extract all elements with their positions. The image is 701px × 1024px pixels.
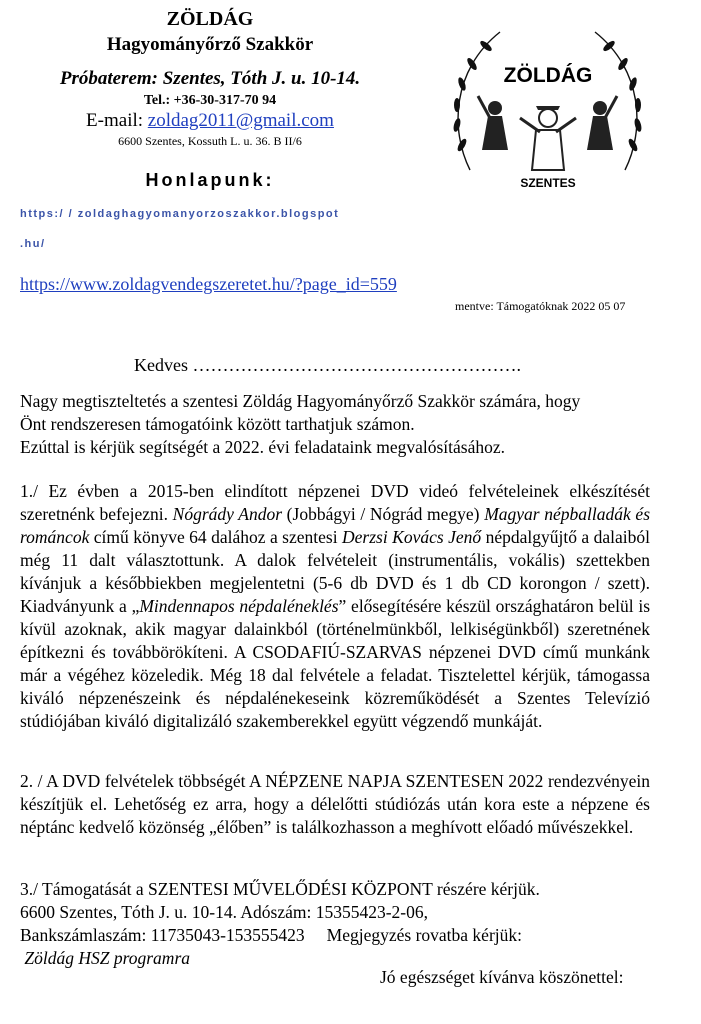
zoldag-logo (440, 20, 655, 190)
org-name: ZÖLDÁG (166, 8, 254, 30)
blog-link-line1[interactable]: https:/ / zoldaghagyomanyorzoszakkor.blogspot (20, 208, 340, 220)
p3-line: 3./ Támogatását a SZENTESI MŰVELŐDÉSI KÖZPONT részére kérjük. (20, 879, 540, 899)
paragraph-3 (20, 878, 650, 970)
program-reference: Zöldág HSZ programra (24, 948, 191, 968)
email-line (20, 110, 400, 132)
logo-title: ZÖLDÁG (503, 64, 593, 87)
logo-city: SZENTES (520, 176, 576, 190)
phone-number: Tel.: +36-30-317-70 94 (143, 93, 277, 108)
postal-address: 6600 Szentes, Kossuth L. u. 36. B II/6 (118, 134, 302, 148)
p1-text-d: népdalgyűjtő a dalaiból még 11 dalt választottunk. A dalok felvételeit (instrumentális, vokális) szettekben kívánjuk a későbbiekben megjelentetni (5-6 db DVD és 1 db CD korongon / szett). Kiadványunk a „ (20, 527, 650, 616)
paragraph-2: 2. / A DVD felvételek többségét A NÉPZENE NAPJA SZENTESEN 2022 rendezvényein készítjük el. Lehetőség ez arra, hogy a délelőtti stúdiózás után kora este a népzene és néptánc kedvelő közönség „élőben” is találkozhasson a meghívott előadó művészekkel. (20, 771, 650, 837)
p1-text-a: 1./ Ez évben a 2015-ben elindított népzenei DVD videó felvételeinek elkészítését szeretnénk befejezni. (20, 481, 650, 524)
p1-text-c: című könyve 64 dalához a szentesi (89, 527, 343, 547)
email-link[interactable]: zoldag2011@gmail.com (147, 110, 334, 131)
p1-text-b: (Jobbágyi / Nógrád megye) (282, 504, 485, 524)
intro-paragraph (20, 390, 650, 459)
p1-author: Nógrády Andor (172, 504, 283, 524)
saved-note: mentve: Támogatóknak 2022 05 07 (455, 299, 626, 313)
closing-line: Jó egészséget kívánva köszönettel: (380, 967, 624, 987)
greeting: Kedves ………………………………………………. (134, 355, 521, 375)
org-subtitle: Hagyományőrző Szakkör (106, 34, 314, 55)
intro-line: Nagy megtiszteltetés a szentesi Zöldág Hagyományőrző Szakkör számára, hogy (20, 391, 581, 411)
email-label: E-mail: (86, 110, 148, 131)
p1-collector: Derzsi Kovács Jenő (342, 527, 482, 547)
intro-line: Ezúttal is kérjük segítségét a 2022. évi feladataink megvalósításához. (20, 437, 505, 457)
blog-link-line2[interactable]: .hu/ (20, 238, 46, 250)
p1-program-title: Mindennapos népdaléneklés (139, 596, 339, 616)
intro-line: Önt rendszeresen támogatóink között tarthatjuk számon. (20, 414, 415, 434)
p1-book-title: Magyar népballadák és románcok (20, 504, 651, 547)
rehearsal-address: Próbaterem: Szentes, Tóth J. u. 10-14. (59, 68, 361, 89)
homepage-heading: Honlapunk: (145, 170, 275, 190)
p1-text-e: ” elősegítésére készül országhatáron belül is kívül azoknak, akik magyar dalainkból (történelmünkből, lelkiségünkből) szeretnének építkezni és továbbörökíteni. A CSODAFIÚ-SZARVAS népzenei DVD című munkánk már a végéhez közeledik. Még 18 dal felvétele a feladat. Tisztelettel kérjük, támogassa kiváló népzenészeink és népdalénekeseink közreműködését a Szentes Televízió stúdiójában kiváló digitalizáló szakemberekkel együtt végzendő munkáját. (20, 596, 650, 731)
remark-note: Megjegyzés rovatba kérjük: (326, 925, 523, 945)
p3-line: 6600 Szentes, Tóth J. u. 10-14. Adószám: 15355423-2-06, (20, 902, 428, 922)
p3-line (20, 924, 650, 947)
paragraph-1 (20, 480, 650, 733)
website-link[interactable]: https://www.zoldagvendegszeretet.hu/?page_id=559 (20, 274, 397, 294)
bank-account: Bankszámlaszám: 11735043-153555423 (20, 925, 305, 945)
